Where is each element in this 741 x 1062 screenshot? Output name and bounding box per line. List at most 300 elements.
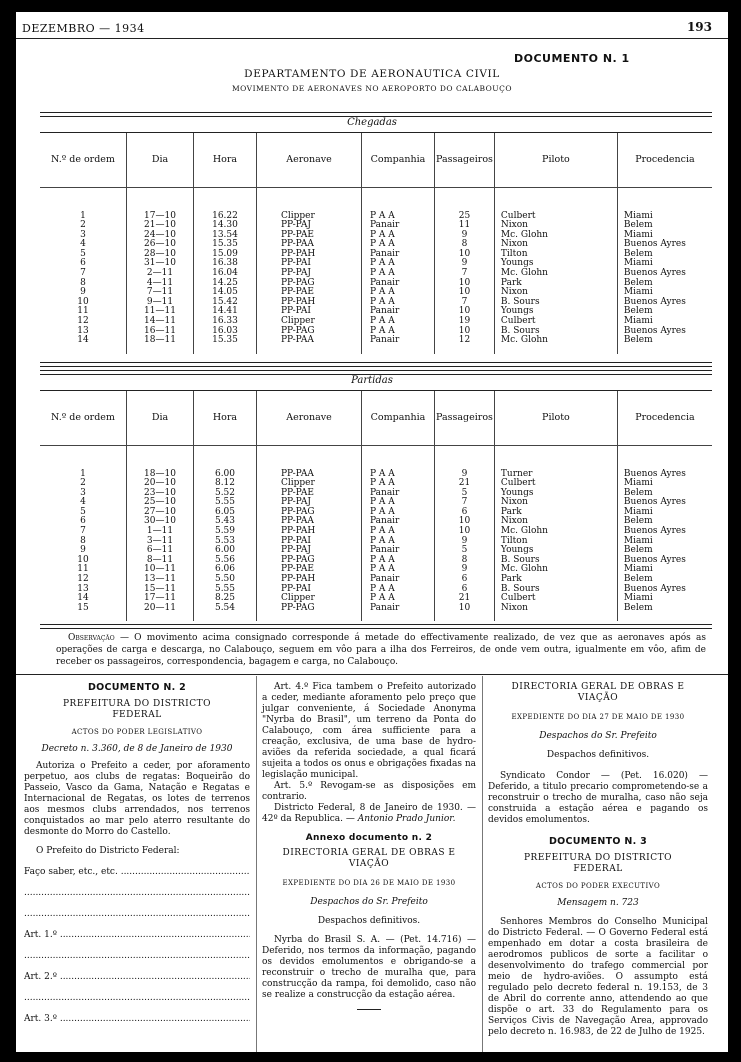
table-cell: 9 [435,565,495,575]
table-cell: Miami [617,259,712,269]
columns-top-rule [16,674,728,675]
arrivals-table [40,133,712,354]
table-cell: 7—11 [127,288,194,298]
table-cell: PP-PAA [257,470,362,480]
col-ordem: N.º de ordem [40,133,127,187]
table-cell: 2 [40,479,127,489]
table-cell: Panair [362,546,435,556]
table-cell: Mc. Glohn [494,565,617,575]
dept-subtitle: MOVIMENTO DE AERONAVES NO AEROPORTO DO CALABOUÇO [231,84,513,93]
column-divider [482,676,483,1052]
table-cell: Nixon [494,498,617,508]
table-cell: Culbert [494,212,617,222]
table-cell: P A A [362,470,435,480]
table-cell: 14.41 [194,307,257,317]
dotted-line [24,909,250,920]
table-cell: P A A [362,498,435,508]
right-expediente: EXPEDIENTE DO DIA 27 DE MAIO DE 1930 [511,713,685,721]
annexo-despachos: Despachos do Sr. Prefeito [310,897,428,907]
dotted-line [24,951,250,962]
table-cell: 9 [40,546,127,556]
table-cell: Clipper [257,479,362,489]
table-cell: P A A [362,298,435,308]
table-cell: 21 [435,594,495,604]
table-cell: Park [494,575,617,585]
table-cell: 4 [40,498,127,508]
table-cell: 6 [40,517,127,527]
table-cell: P A A [362,565,435,575]
table-cell: B. Sours [494,556,617,566]
table-cell: PP-PAI [257,537,362,547]
table-cell: PP-PAJ [257,498,362,508]
table-cell: Miami [617,537,712,547]
doc2-art1 [24,930,250,941]
col-procedencia: Procedencia [617,133,712,187]
table-cell: Belem [617,221,712,231]
table-cell: 8 [40,537,127,547]
table-cell: 8.12 [194,479,257,489]
table-cell: Park [494,279,617,289]
table-cell: B. Sours [494,327,617,337]
table-cell: 5.55 [194,498,257,508]
table-cell: 26—10 [127,240,194,250]
table-cell: 8 [435,556,495,566]
table-cell: PP-PAG [257,508,362,518]
doc3-mensagem: Mensagem n. 723 [557,898,639,908]
col-hora: Hora [194,391,257,445]
doc1-label: DOCUMENTO N. 1 [514,52,630,65]
table-cell: Tilton [494,537,617,547]
table-cell: 14—11 [127,317,194,327]
document-page [16,12,728,1052]
table-cell: 1 [40,470,127,480]
table-cell: P A A [362,240,435,250]
right-despachos: Despachos do Sr. Prefeito [539,731,657,741]
table-cell: P A A [362,479,435,489]
table-cell: PP-PAE [257,565,362,575]
doc2-decree: Decreto n. 3.360, de 8 de Janeiro de 1930 [41,744,233,754]
table-cell: Park [494,508,617,518]
table-cell: P A A [362,212,435,222]
table-cell: 6.00 [194,470,257,480]
table-cell: 10 [435,517,495,527]
table-cell: PP-PAJ [257,269,362,279]
table-cell: 5.43 [194,517,257,527]
table-cell: PP-PAE [257,288,362,298]
table-cell: 6.05 [194,508,257,518]
table-cell: 21 [435,479,495,489]
doc2-art3 [24,1014,250,1025]
departures-bottom-rule [40,624,712,629]
table-cell: 10 [435,527,495,537]
faco-saber-text: Faço saber, etc., etc. [24,867,118,877]
table-row [40,336,712,346]
col-companhia: Companhia [362,391,435,445]
table-cell: Miami [617,212,712,222]
art1-text: Art. 1.º [24,930,57,940]
table-cell: 27—10 [127,508,194,518]
table-cell: Culbert [494,594,617,604]
table-cell: Mc. Glohn [494,231,617,241]
table-cell: Belem [617,307,712,317]
departures-table [40,391,712,621]
table-cell: 12 [40,317,127,327]
column-divider [256,676,257,1052]
table-cell: PP-PAI [257,259,362,269]
table-cell: 24—10 [127,231,194,241]
right-definitivos: Despachos definitivos. [546,750,650,760]
doc3-subtitle: ACTOS DO PODER EXECUTIVO [535,882,661,890]
col-companhia: Companhia [362,133,435,187]
col-procedencia: Procedencia [617,391,712,445]
table-cell: Clipper [257,317,362,327]
annexo-nyrba: Nyrba do Brasil S. A. — (Pet. 14.716) — Deferido, nos termos da informação, pagando os devidos emolumentos e obrigando-se a reconstruir o trecho de muralha que, para construcção da rampa, foi demolido, caso não se realize a construcção da estação aérea. [262,935,476,1000]
table-cell: 10 [40,298,127,308]
dotted-line [24,993,250,1004]
table-cell: 10 [435,279,495,289]
table-cell: Belem [617,336,712,346]
table-cell: P A A [362,585,435,595]
signature: — Antonio Prado Junior. [345,814,456,824]
table-cell: Panair [362,489,435,499]
table-cell: Panair [362,517,435,527]
table-cell: Youngs [494,259,617,269]
table-cell: 15.35 [194,240,257,250]
table-cell: 5.56 [194,556,257,566]
end-rule [357,1009,381,1010]
art3-text: Art. 3.º [24,1014,57,1024]
table-cell: Miami [617,479,712,489]
doc3-title: PREFEITURA DO DISTRICTO FEDERAL [524,853,672,874]
table-cell: Buenos Ayres [617,527,712,537]
table-cell: 10 [40,556,127,566]
table-cell: Miami [617,317,712,327]
table-cell: 31—10 [127,259,194,269]
table-cell: Clipper [257,594,362,604]
table-cell: 7 [40,527,127,537]
table-cell: Panair [362,336,435,346]
dotted-line [24,888,250,899]
table-cell: 16.38 [194,259,257,269]
col-ordem: N.º de ordem [40,391,127,445]
art2-text: Art. 2.º [24,972,57,982]
table-cell: Belem [617,517,712,527]
doc2-closing [262,803,476,825]
table-cell: 28—10 [127,250,194,260]
table-cell: 15.35 [194,336,257,346]
table-cell: PP-PAJ [257,546,362,556]
doc2-body: Autoriza o Prefeito a ceder, por aforamento perpetuo, aos clubs de regatas: Boqueirão do Passeio, Vasco da Gama, Natação e Regatas e Internacional de Regatas, os lotes de terrenos aos mesmos clubs arrendados, nos terrenos conquistados ao mar pelo aterro resultante do desmonte do Morro do Castello. [24,761,250,837]
table-cell: 5 [40,250,127,260]
table-cell: Mc. Glohn [494,269,617,279]
table-cell: Mc. Glohn [494,336,617,346]
table-cell: B. Sours [494,298,617,308]
table-cell: Belem [617,279,712,289]
doc2-label: DOCUMENTO N. 2 [87,682,187,693]
table-cell: 14.25 [194,279,257,289]
table-cell: 14 [40,594,127,604]
table-cell: Nixon [494,517,617,527]
table-cell: PP-PAE [257,231,362,241]
table-cell: 10 [435,250,495,260]
table-cell: 9 [435,259,495,269]
annexo-expediente: EXPEDIENTE DO DIA 26 DE MAIO DE 1930 [282,879,456,887]
table-cell: Belem [617,575,712,585]
doc2-prefeito: O Prefeito do Districto Federal: [36,846,180,856]
table-cell: 13—11 [127,575,194,585]
table-cell: 10 [435,604,495,614]
table-cell: 10 [435,288,495,298]
table-cell: PP-PAG [257,556,362,566]
table-cell: Nixon [494,221,617,231]
table-cell: PP-PAA [257,336,362,346]
table-cell: 15.09 [194,250,257,260]
table-cell: PP-PAG [257,279,362,289]
table-cell: 9 [435,470,495,480]
table-cell: 7 [435,498,495,508]
table-cell: Panair [362,307,435,317]
annexo-definitivos: Despachos definitivos. [317,916,421,926]
table-cell: 6 [40,259,127,269]
doc2-art4: Art. 4.º Fica tambem o Prefeito autorizado a ceder, mediante aforamento pelo preço que julgar conveniente, á Sociedade Anonyma "Nyrba do Brasil", um terreno da Ponta do Calabouço, com área sufficiente para a creação, exclusiva, de uma base de hydro-aviões da referida sociedade, a qual ficará sujeita a todos os onus e obrigações fixadas na legislação municipal. [262,682,476,780]
table-cell: 17—11 [127,594,194,604]
table-cell: Turner [494,470,617,480]
table-cell: 25 [435,212,495,222]
table-cell: 7 [435,298,495,308]
table-cell: Mc. Glohn [494,527,617,537]
table-cell: 15—11 [127,585,194,595]
table-cell: PP-PAI [257,585,362,595]
table-cell: Panair [362,604,435,614]
col-piloto: Piloto [494,133,617,187]
table-cell: 6.06 [194,565,257,575]
table-cell: 11—11 [127,307,194,317]
table-cell: P A A [362,327,435,337]
table-cell: 18—11 [127,336,194,346]
table-cell: Buenos Ayres [617,470,712,480]
table-cell: 5.53 [194,537,257,547]
closing-text: Districto Federal, 8 de Janeiro de 1930. — 42º da Republica. [262,803,476,824]
observacao-label: Observação [68,633,115,643]
table-cell: Miami [617,231,712,241]
table-cell: Buenos Ayres [617,498,712,508]
col-dia: Dia [127,391,194,445]
table-cell: 9 [40,288,127,298]
table-cell: 5.59 [194,527,257,537]
col-hora: Hora [194,133,257,187]
table-cell: P A A [362,556,435,566]
table-cell: 14 [40,336,127,346]
table-cell: 9—11 [127,298,194,308]
table-cell: Buenos Ayres [617,585,712,595]
column-middle [262,682,476,1010]
table-cell: PP-PAH [257,527,362,537]
table-cell: 1—11 [127,527,194,537]
table-cell: Belem [617,250,712,260]
table-cell: 5.52 [194,489,257,499]
doc3-label: DOCUMENTO N. 3 [548,836,648,847]
departures-title: Partidas [351,375,393,386]
table-cell: P A A [362,288,435,298]
table-cell: 7 [40,269,127,279]
table-cell: 16.04 [194,269,257,279]
table-cell: 2—11 [127,269,194,279]
table-cell: Belem [617,546,712,556]
col-dia: Dia [127,133,194,187]
table-cell: 23—10 [127,489,194,499]
table-cell: Clipper [257,212,362,222]
table-cell: P A A [362,527,435,537]
table-cell: Buenos Ayres [617,556,712,566]
header-rule [16,38,728,39]
table-cell: Miami [617,565,712,575]
table-cell: 4—11 [127,279,194,289]
table-cell: 19 [435,317,495,327]
table-cell: 10 [435,307,495,317]
doc2-art5: Art. 5.º Revogam-se as disposições em contrario. [262,781,476,802]
table-cell: 6 [435,575,495,585]
observacao [56,632,706,668]
table-cell: 14.05 [194,288,257,298]
table-cell: 11 [40,307,127,317]
observacao-text: — O movimento acima consignado corresponde á metade do effectivamente realizado, de vez que as aeronaves após as operações de carga e descarga, no Calabouço, seguem em vôo para a ilha dos Ferreiros, de onde vem outra, igualmente em vôo, afim de receber os passageiros, correspondencia, bagagem e carga, no Calabouço. [56,633,706,667]
table-cell: Nixon [494,240,617,250]
table-cell: 10—11 [127,565,194,575]
table-cell: 16.03 [194,327,257,337]
annexo-label: Annexo documento n. 2 [305,833,433,843]
table-cell: 8 [40,279,127,289]
table-cell: 16—11 [127,327,194,337]
table-cell: PP-PAH [257,250,362,260]
column-left [24,682,250,1025]
table-cell: P A A [362,317,435,327]
table-cell: Buenos Ayres [617,269,712,279]
table-cell: 15.42 [194,298,257,308]
col-passageiros: Passageiros [435,133,495,187]
table-cell: 8 [435,240,495,250]
table-cell: 5 [40,508,127,518]
table-cell: PP-PAA [257,517,362,527]
table-cell: 12 [435,336,495,346]
table-cell: 25—10 [127,498,194,508]
table-cell: Buenos Ayres [617,327,712,337]
col-aeronave: Aeronave [257,133,362,187]
table-cell: 13 [40,585,127,595]
table-cell: Panair [362,250,435,260]
table-cell: 6—11 [127,546,194,556]
table-cell: 13 [40,327,127,337]
table-cell: Miami [617,508,712,518]
table-cell: 9 [435,537,495,547]
table-cell: 15 [40,604,127,614]
table-cell: 6 [435,585,495,595]
table-cell: Panair [362,279,435,289]
table-row [40,604,712,614]
table-cell: Nixon [494,604,617,614]
table-cell: 6 [435,508,495,518]
table-cell: 5.55 [194,585,257,595]
arrivals-bottom-rule [40,362,712,367]
table-cell: Youngs [494,307,617,317]
col-piloto: Piloto [494,391,617,445]
table-cell: 5 [435,489,495,499]
table-cell: 3 [40,489,127,499]
table-cell: Panair [362,575,435,585]
doc2-subtitle: ACTOS DO PODER LEGISLATIVO [71,728,203,736]
table-cell: 20—11 [127,604,194,614]
table-cell: P A A [362,259,435,269]
page-number: 193 [686,20,712,34]
table-cell: 14.30 [194,221,257,231]
col-aeronave: Aeronave [257,391,362,445]
table-cell: P A A [362,508,435,518]
table-cell: 16.22 [194,212,257,222]
table-cell: Nixon [494,288,617,298]
table-cell: Youngs [494,546,617,556]
table-cell: Tilton [494,250,617,260]
table-cell: PP-PAI [257,307,362,317]
table-cell: Belem [617,489,712,499]
table-cell: 5 [435,546,495,556]
table-cell: 13.54 [194,231,257,241]
arrivals-title: Chegadas [347,117,397,128]
table-cell: P A A [362,269,435,279]
table-cell: 21—10 [127,221,194,231]
table-cell: 11 [40,565,127,575]
table-cell: 7 [435,269,495,279]
table-cell: 5.54 [194,604,257,614]
table-cell: B. Sours [494,585,617,595]
table-cell: 4 [40,240,127,250]
table-cell: 2 [40,221,127,231]
table-cell: 20—10 [127,479,194,489]
annexo-title: DIRECTORIA GERAL DE OBRAS E VIAÇÃO [282,848,456,869]
table-cell: 10 [435,327,495,337]
table-cell: PP-PAA [257,240,362,250]
table-cell: Buenos Ayres [617,298,712,308]
table-cell: PP-PAE [257,489,362,499]
col-passageiros: Passageiros [435,391,495,445]
right-title: DIRECTORIA GERAL DE OBRAS E VIAÇÃO [511,682,685,703]
doc3-body: Senhores Membros do Conselho Municipal do Districto Federal. — O Governo Federal está empenhado em dotar a costa brasileira de aerodromos publicos de sorte a facilitar o desenvolvimento do trafego commercial por meio de hydro-aviões. O assumpto está regulado pelo decreto federal n. 19.153, de 3 de Abril do corrente anno, attendendo ao que dispõe o art. 33 do Regulamento para os Serviços Civis de Navegação Area, approvado pelo decreto n. 16.983, de 22 de Julho de 1925. [488,917,708,1037]
table-cell: 16.33 [194,317,257,327]
table-cell: 5.50 [194,575,257,585]
table-cell: Buenos Ayres [617,240,712,250]
table-cell: PP-PAG [257,604,362,614]
doc2-faco-saber [24,867,250,878]
doc2-title: PREFEITURA DO DISTRICTO FEDERAL [63,699,211,720]
table-cell: Culbert [494,479,617,489]
table-cell: 30—10 [127,517,194,527]
table-cell: 6.00 [194,546,257,556]
table-cell: Panair [362,221,435,231]
table-cell: PP-PAG [257,327,362,337]
table-cell: Miami [617,594,712,604]
table-cell: 1 [40,212,127,222]
column-right [488,682,708,1038]
table-cell: 11 [435,221,495,231]
table-cell: Belem [617,604,712,614]
table-cell: 3 [40,231,127,241]
table-cell: P A A [362,231,435,241]
table-cell: 9 [435,231,495,241]
table-cell: PP-PAH [257,298,362,308]
table-cell: PP-PAH [257,575,362,585]
doc2-art2 [24,972,250,983]
table-cell: 8.25 [194,594,257,604]
table-cell: 8—11 [127,556,194,566]
table-cell: 12 [40,575,127,585]
